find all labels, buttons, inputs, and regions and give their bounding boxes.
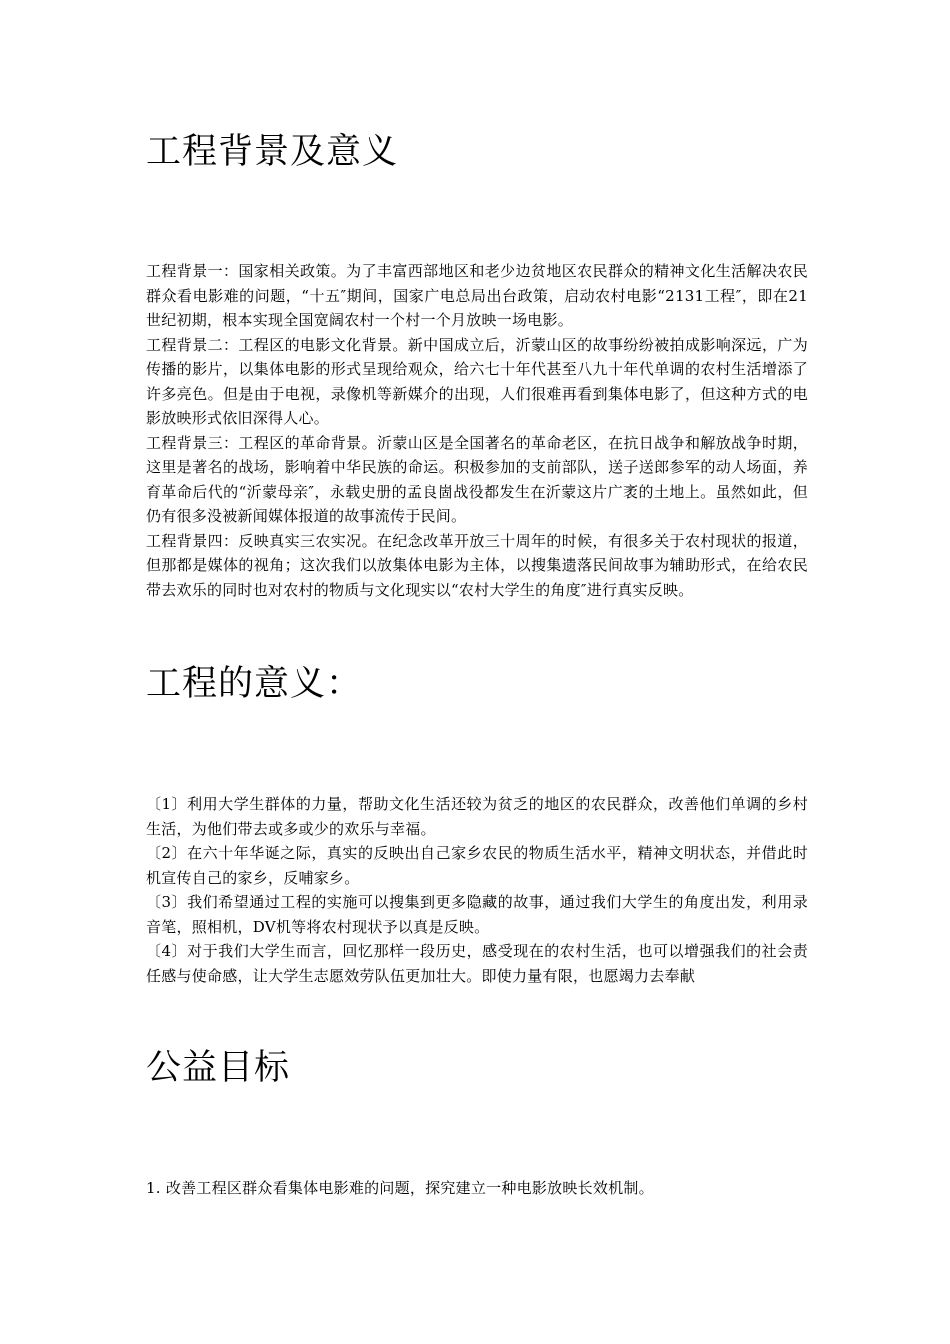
section-body-background: [146, 259, 808, 602]
section-heading-significance: 工程的意义：: [146, 664, 363, 704]
section-heading-background: 工程背景及意义: [146, 132, 399, 172]
paragraph-background-4: 工程背景四：反映真实三农实况。在纪念改革开放三十周年的时候，有很多关于农村现状的报道，但那都是媒体的视角；这次我们以放集体电影为主体，以搜集遗落民间故事为辅助形式，在给农民带去欢乐的同时也对农村的物质与文化现实以“农村大学生的角度″进行真实反映。: [146, 531, 808, 599]
paragraph-background-1: 工程背景一：国家相关政策。为了丰富西部地区和老少边贫地区农民群众的精神文化生活解决农民群众看电影难的问题，“十五″期间，国家广电总局出台政策，启动农村电影“2131工程″，即在21世纪初期，根本实现全国宽阔农村一个村一个月放映一场电影。: [146, 262, 808, 329]
section-body-significance: [146, 792, 808, 988]
section-body-goals: [146, 1176, 808, 1201]
paragraph-background-3: 工程背景三：工程区的革命背景。沂蒙山区是全国著名的革命老区，在抗日战争和解放战争时期，这里是著名的战场，影响着中华民族的命运。积极参加的支前部队，送子送郎参军的动人场面，养育革命后代的“沂蒙母亲″，永载史册的孟良崮战役都发生在沂蒙这片广袤的土地上。虽然如此，但仍有很多没被新闻媒体报道的故事流传于民间。: [146, 433, 808, 525]
paragraph-background-2: 工程背景二：工程区的电影文化背景。新中国成立后，沂蒙山区的故事纷纷被拍成影响深远，广为传播的影片，以集体电影的形式呈现给观众，给六七十年代甚至八九十年代单调的农村生活增添了许多亮色。但是由于电视，录像机等新媒介的出现，人们很难再看到集体电影了，但这种方式的电影放映形式依旧深得人心。: [146, 335, 808, 427]
paragraph-significance-4: 〔4〕对于我们大学生而言，回忆那样一段历史，感受现在的农村生活，也可以增强我们的社会责任感与使命感，让大学生志愿效劳队伍更加壮大。即使力量有限，也愿竭力去奉献: [146, 942, 808, 985]
paragraph-goal-1: 1. 改善工程区群众看集体电影难的问题，探究建立一种电影放映长效机制。: [146, 1179, 654, 1197]
paragraph-significance-1: 〔1〕利用大学生群体的力量，帮助文化生活还较为贫乏的地区的农民群众，改善他们单调的乡村生活，为他们带去或多或少的欢乐与幸福。: [146, 795, 808, 838]
paragraph-significance-2: 〔2〕在六十年华诞之际，真实的反映出自己家乡农民的物质生活水平，精神文明状态，并借此时机宣传自己的家乡，反哺家乡。: [146, 844, 808, 887]
section-heading-goals: 公益目标: [146, 1048, 291, 1088]
paragraph-significance-3: 〔3〕我们希望通过工程的实施可以搜集到更多隐藏的故事，通过我们大学生的角度出发，利用录音笔，照相机，DV机等将农村现状予以真是反映。: [146, 893, 808, 936]
